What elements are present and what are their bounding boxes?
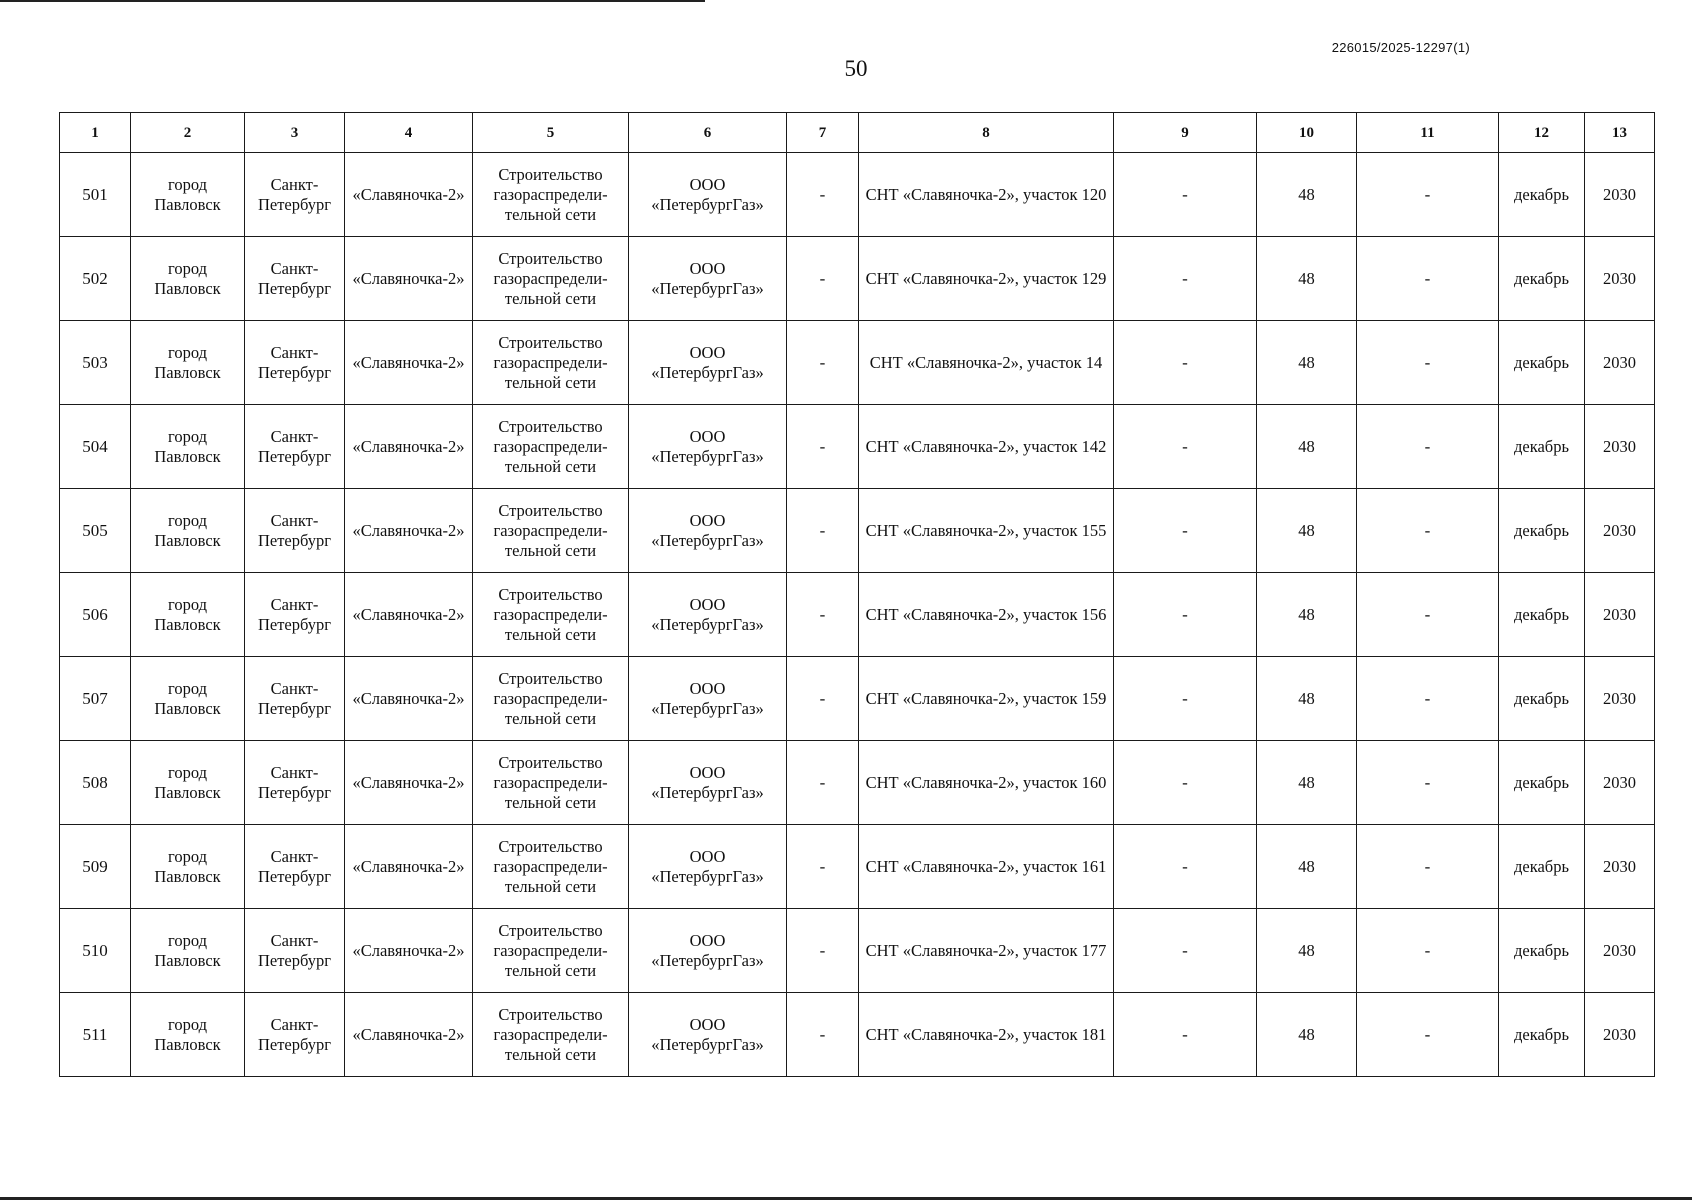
- cell-capacity: 48: [1257, 573, 1357, 657]
- cell-col7-value: -: [787, 321, 859, 405]
- header-row: [60, 113, 1655, 153]
- cell-col7-value: -: [787, 741, 859, 825]
- cell-organization: ООО «ПетербургГаз»: [629, 489, 787, 573]
- cell-address: СНТ «Славяночка-2», участок 181: [859, 993, 1114, 1077]
- cell-col11-value: -: [1357, 405, 1499, 489]
- cell-settlement: город Павловск: [131, 657, 245, 741]
- cell-organization: ООО «ПетербургГаз»: [629, 405, 787, 489]
- cell-year: 2030: [1585, 909, 1655, 993]
- cell-settlement: город Павловск: [131, 237, 245, 321]
- cell-month: декабрь: [1499, 909, 1585, 993]
- cell-region: Санкт-Петербург: [245, 489, 345, 573]
- table-row: [60, 489, 1655, 573]
- cell-address: СНТ «Славяночка-2», участок 156: [859, 573, 1114, 657]
- cell-row-number: 502: [60, 237, 131, 321]
- cell-region: Санкт-Петербург: [245, 405, 345, 489]
- cell-col7-value: -: [787, 993, 859, 1077]
- cell-snt-name: «Славяночка-2»: [345, 909, 473, 993]
- column-header-5: 5: [473, 113, 629, 153]
- cell-col11-value: -: [1357, 237, 1499, 321]
- cell-row-number: 505: [60, 489, 131, 573]
- cell-work-type: Строительство газораспредели-тельной сети: [473, 153, 629, 237]
- cell-year: 2030: [1585, 153, 1655, 237]
- cell-work-type: Строительство газораспредели-тельной сети: [473, 993, 629, 1077]
- column-header-6: 6: [629, 113, 787, 153]
- cell-col9-value: -: [1114, 909, 1257, 993]
- cell-work-type: Строительство газораспредели-тельной сети: [473, 825, 629, 909]
- cell-col11-value: -: [1357, 909, 1499, 993]
- cell-col9-value: -: [1114, 153, 1257, 237]
- cell-col9-value: -: [1114, 825, 1257, 909]
- table-body: [60, 153, 1655, 1077]
- cell-row-number: 510: [60, 909, 131, 993]
- cell-snt-name: «Славяночка-2»: [345, 489, 473, 573]
- cell-year: 2030: [1585, 237, 1655, 321]
- cell-settlement: город Павловск: [131, 573, 245, 657]
- cell-col11-value: -: [1357, 741, 1499, 825]
- cell-work-type: Строительство газораспредели-тельной сети: [473, 489, 629, 573]
- table-header: [60, 113, 1655, 153]
- scan-top-rule: [0, 0, 705, 2]
- cell-snt-name: «Славяночка-2»: [345, 573, 473, 657]
- cell-col7-value: -: [787, 573, 859, 657]
- table-row: [60, 741, 1655, 825]
- table-row: [60, 237, 1655, 321]
- cell-row-number: 509: [60, 825, 131, 909]
- cell-capacity: 48: [1257, 489, 1357, 573]
- cell-address: СНТ «Славяночка-2», участок 14: [859, 321, 1114, 405]
- cell-col11-value: -: [1357, 321, 1499, 405]
- cell-region: Санкт-Петербург: [245, 657, 345, 741]
- cell-year: 2030: [1585, 993, 1655, 1077]
- table-row: [60, 909, 1655, 993]
- cell-col11-value: -: [1357, 657, 1499, 741]
- cell-capacity: 48: [1257, 909, 1357, 993]
- cell-work-type: Строительство газораспредели-тельной сети: [473, 657, 629, 741]
- cell-region: Санкт-Петербург: [245, 573, 345, 657]
- cell-year: 2030: [1585, 657, 1655, 741]
- cell-col9-value: -: [1114, 657, 1257, 741]
- cell-col9-value: -: [1114, 741, 1257, 825]
- cell-address: СНТ «Славяночка-2», участок 160: [859, 741, 1114, 825]
- cell-organization: ООО «ПетербургГаз»: [629, 825, 787, 909]
- cell-snt-name: «Славяночка-2»: [345, 405, 473, 489]
- cell-settlement: город Павловск: [131, 741, 245, 825]
- cell-organization: ООО «ПетербургГаз»: [629, 993, 787, 1077]
- cell-capacity: 48: [1257, 321, 1357, 405]
- cell-row-number: 503: [60, 321, 131, 405]
- column-header-10: 10: [1257, 113, 1357, 153]
- cell-snt-name: «Славяночка-2»: [345, 825, 473, 909]
- cell-col7-value: -: [787, 405, 859, 489]
- cell-capacity: 48: [1257, 405, 1357, 489]
- column-header-12: 12: [1499, 113, 1585, 153]
- cell-col9-value: -: [1114, 489, 1257, 573]
- cell-organization: ООО «ПетербургГаз»: [629, 909, 787, 993]
- cell-month: декабрь: [1499, 993, 1585, 1077]
- cell-capacity: 48: [1257, 153, 1357, 237]
- cell-col11-value: -: [1357, 489, 1499, 573]
- cell-organization: ООО «ПетербургГаз»: [629, 657, 787, 741]
- cell-work-type: Строительство газораспредели-тельной сети: [473, 237, 629, 321]
- table-row: [60, 993, 1655, 1077]
- cell-row-number: 506: [60, 573, 131, 657]
- cell-month: декабрь: [1499, 573, 1585, 657]
- cell-capacity: 48: [1257, 741, 1357, 825]
- cell-snt-name: «Славяночка-2»: [345, 657, 473, 741]
- cell-month: декабрь: [1499, 237, 1585, 321]
- cell-settlement: город Павловск: [131, 153, 245, 237]
- cell-row-number: 501: [60, 153, 131, 237]
- cell-col11-value: -: [1357, 573, 1499, 657]
- cell-col7-value: -: [787, 153, 859, 237]
- cell-organization: ООО «ПетербургГаз»: [629, 321, 787, 405]
- cell-address: СНТ «Славяночка-2», участок 129: [859, 237, 1114, 321]
- cell-organization: ООО «ПетербургГаз»: [629, 237, 787, 321]
- page-number: 50: [844, 56, 868, 81]
- column-header-9: 9: [1114, 113, 1257, 153]
- cell-organization: ООО «ПетербургГаз»: [629, 741, 787, 825]
- registration-number: 226015/2025-12297(1): [1331, 40, 1470, 55]
- gas-network-register-table: [59, 112, 1655, 1077]
- column-header-7: 7: [787, 113, 859, 153]
- cell-address: СНТ «Славяночка-2», участок 161: [859, 825, 1114, 909]
- cell-snt-name: «Славяночка-2»: [345, 993, 473, 1077]
- table-row: [60, 321, 1655, 405]
- cell-col11-value: -: [1357, 993, 1499, 1077]
- cell-row-number: 511: [60, 993, 131, 1077]
- cell-row-number: 504: [60, 405, 131, 489]
- cell-region: Санкт-Петербург: [245, 993, 345, 1077]
- cell-col11-value: -: [1357, 153, 1499, 237]
- cell-settlement: город Павловск: [131, 909, 245, 993]
- cell-month: декабрь: [1499, 321, 1585, 405]
- cell-work-type: Строительство газораспредели-тельной сети: [473, 405, 629, 489]
- column-header-3: 3: [245, 113, 345, 153]
- cell-region: Санкт-Петербург: [245, 153, 345, 237]
- cell-region: Санкт-Петербург: [245, 321, 345, 405]
- cell-organization: ООО «ПетербургГаз»: [629, 573, 787, 657]
- cell-month: декабрь: [1499, 153, 1585, 237]
- cell-snt-name: «Славяночка-2»: [345, 741, 473, 825]
- cell-col9-value: -: [1114, 573, 1257, 657]
- column-header-13: 13: [1585, 113, 1655, 153]
- table-row: [60, 153, 1655, 237]
- cell-col9-value: -: [1114, 993, 1257, 1077]
- cell-col7-value: -: [787, 825, 859, 909]
- cell-settlement: город Павловск: [131, 405, 245, 489]
- cell-work-type: Строительство газораспредели-тельной сети: [473, 573, 629, 657]
- cell-year: 2030: [1585, 825, 1655, 909]
- column-header-8: 8: [859, 113, 1114, 153]
- cell-work-type: Строительство газораспредели-тельной сети: [473, 909, 629, 993]
- table-row: [60, 825, 1655, 909]
- cell-col11-value: -: [1357, 825, 1499, 909]
- cell-col9-value: -: [1114, 405, 1257, 489]
- cell-capacity: 48: [1257, 825, 1357, 909]
- cell-year: 2030: [1585, 405, 1655, 489]
- cell-year: 2030: [1585, 321, 1655, 405]
- cell-capacity: 48: [1257, 993, 1357, 1077]
- cell-settlement: город Павловск: [131, 993, 245, 1077]
- table-row: [60, 405, 1655, 489]
- column-header-11: 11: [1357, 113, 1499, 153]
- cell-col7-value: -: [787, 489, 859, 573]
- cell-month: декабрь: [1499, 657, 1585, 741]
- cell-settlement: город Павловск: [131, 825, 245, 909]
- column-header-4: 4: [345, 113, 473, 153]
- column-header-2: 2: [131, 113, 245, 153]
- cell-region: Санкт-Петербург: [245, 825, 345, 909]
- cell-address: СНТ «Славяночка-2», участок 159: [859, 657, 1114, 741]
- cell-settlement: город Павловск: [131, 321, 245, 405]
- cell-organization: ООО «ПетербургГаз»: [629, 153, 787, 237]
- cell-capacity: 48: [1257, 657, 1357, 741]
- cell-address: СНТ «Славяночка-2», участок 177: [859, 909, 1114, 993]
- cell-address: СНТ «Славяночка-2», участок 142: [859, 405, 1114, 489]
- cell-capacity: 48: [1257, 237, 1357, 321]
- column-header-1: 1: [60, 113, 131, 153]
- cell-snt-name: «Славяночка-2»: [345, 237, 473, 321]
- cell-address: СНТ «Славяночка-2», участок 120: [859, 153, 1114, 237]
- cell-month: декабрь: [1499, 741, 1585, 825]
- cell-year: 2030: [1585, 489, 1655, 573]
- cell-settlement: город Павловск: [131, 489, 245, 573]
- table-row: [60, 657, 1655, 741]
- cell-snt-name: «Славяночка-2»: [345, 321, 473, 405]
- cell-month: декабрь: [1499, 825, 1585, 909]
- cell-region: Санкт-Петербург: [245, 237, 345, 321]
- cell-snt-name: «Славяночка-2»: [345, 153, 473, 237]
- cell-address: СНТ «Славяночка-2», участок 155: [859, 489, 1114, 573]
- cell-work-type: Строительство газораспредели-тельной сети: [473, 741, 629, 825]
- cell-region: Санкт-Петербург: [245, 909, 345, 993]
- cell-col7-value: -: [787, 237, 859, 321]
- cell-year: 2030: [1585, 741, 1655, 825]
- cell-work-type: Строительство газораспредели-тельной сети: [473, 321, 629, 405]
- table-row: [60, 573, 1655, 657]
- cell-col9-value: -: [1114, 237, 1257, 321]
- cell-year: 2030: [1585, 573, 1655, 657]
- cell-col7-value: -: [787, 657, 859, 741]
- cell-month: декабрь: [1499, 405, 1585, 489]
- cell-region: Санкт-Петербург: [245, 741, 345, 825]
- cell-row-number: 507: [60, 657, 131, 741]
- cell-row-number: 508: [60, 741, 131, 825]
- cell-col7-value: -: [787, 909, 859, 993]
- cell-month: декабрь: [1499, 489, 1585, 573]
- cell-col9-value: -: [1114, 321, 1257, 405]
